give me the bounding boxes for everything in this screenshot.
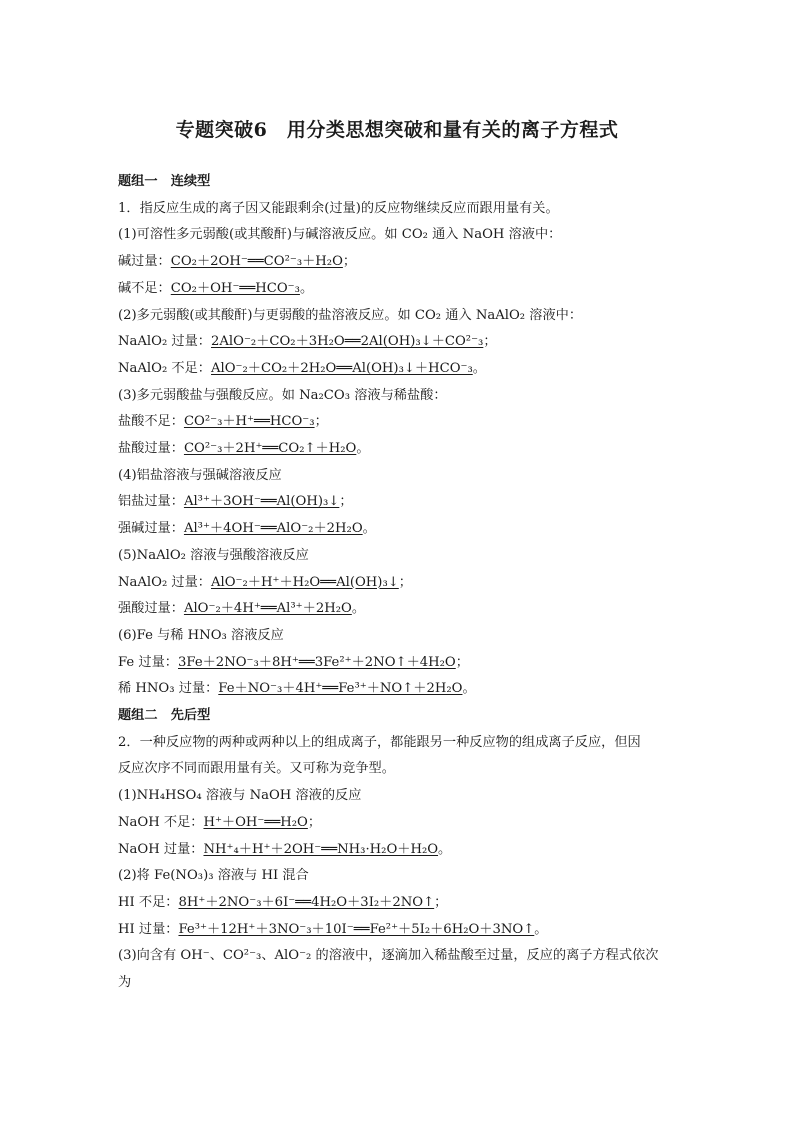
line-punctuation: ；	[398, 574, 412, 590]
line-label: HI 过量：	[118, 921, 179, 937]
ionic-equation: 3Fe＋2NO⁻₃＋8H⁺══3Fe²⁺＋2NO↑＋4H₂O	[178, 654, 456, 670]
text-line	[118, 387, 678, 405]
text-line	[118, 200, 678, 218]
text-line	[118, 787, 678, 805]
line-punctuation: ；	[483, 334, 497, 350]
line-label: (1)NH₄HSO₄ 溶液与 NaOH 溶液的反应	[118, 788, 362, 804]
text-line	[118, 574, 678, 592]
line-punctuation: 。	[438, 841, 452, 857]
line-label: (1)可溶性多元弱酸(或其酸酐)与碱溶液反应。如 CO₂ 通入 NaOH 溶液中：	[118, 227, 562, 243]
text-line	[118, 627, 678, 645]
line-punctuation: 。	[472, 360, 486, 376]
ionic-equation: Al³⁺＋4OH⁻══AlO⁻₂＋2H₂O	[183, 521, 363, 537]
line-label: NaOH 过量：	[118, 841, 204, 857]
text-line	[118, 173, 678, 191]
line-punctuation: 。	[356, 441, 370, 456]
text-line	[118, 867, 678, 885]
line-label: (5)NaAlO₂ 溶液与强酸溶液反应	[118, 547, 309, 563]
text-line	[118, 707, 678, 725]
ionic-equation: CO₂＋OH⁻══HCO⁻₃	[170, 280, 300, 296]
line-label: 强酸过量：	[118, 601, 184, 617]
ionic-equation: 8H⁺＋2NO⁻₃＋6I⁻══4H₂O＋3I₂＋2NO↑	[178, 894, 435, 910]
line-label: 强碱过量：	[118, 521, 184, 537]
ionic-equation: AlO⁻₂＋H⁺＋H₂O══Al(OH)₃↓	[211, 574, 399, 590]
line-label: 碱过量：	[118, 254, 171, 270]
line-punctuation: ；	[455, 654, 469, 670]
line-punctuation: 。	[462, 681, 476, 697]
ionic-equation: CO₂＋2OH⁻══CO²⁻₃＋H₂O	[170, 254, 343, 270]
line-punctuation: ；	[307, 814, 322, 830]
text-line	[118, 467, 678, 485]
ionic-equation: H⁺＋OH⁻══H₂O	[203, 814, 308, 830]
text-line	[118, 760, 678, 778]
line-label: NaAlO₂ 不足：	[118, 360, 211, 376]
line-punctuation: ；	[434, 894, 448, 910]
line-label: HI 不足：	[118, 894, 179, 910]
line-label: 2．一种反应物的两种或两种以上的组成离子，都能跟另一种反应物的组成离子反应，但因	[118, 734, 641, 750]
line-label: NaAlO₂ 过量：	[118, 574, 211, 590]
line-punctuation: 。	[351, 601, 366, 617]
text-line	[118, 440, 678, 458]
line-label: Fe 过量：	[118, 654, 178, 670]
line-punctuation: 。	[534, 921, 548, 937]
line-label: (2)多元弱酸(或其酸酐)与更弱酸的盐溶液反应。如 CO₂ 通入 NaAlO₂ 溶液中：	[118, 307, 583, 323]
text-line	[118, 734, 678, 752]
ionic-equation: 2AlO⁻₂＋CO₂＋3H₂O══2Al(OH)₃↓＋CO²⁻₃	[211, 334, 484, 350]
line-label: 盐酸过量：	[118, 441, 184, 456]
line-label: (3)多元弱酸盐与强酸反应。如 Na₂CO₃ 溶液与稀盐酸：	[118, 387, 447, 403]
line-label: 反应次序不同而跟用量有关。又可称为竞争型。	[118, 761, 395, 777]
text-line	[118, 307, 678, 325]
ionic-equation: AlO⁻₂＋CO₂＋2H₂O══Al(OH)₃↓＋HCO⁻₃	[211, 360, 473, 376]
line-label: (2)将 Fe(NO₃)₃ 溶液与 HI 混合	[118, 868, 309, 884]
line-label: 稀 HNO₃ 过量：	[118, 681, 219, 697]
line-punctuation: ；	[314, 414, 328, 430]
line-label: (3)向含有 OH⁻、CO²⁻₃、AlO⁻₂ 的溶液中，逐滴加入稀盐酸至过量，反应的离子方程式依次	[118, 948, 659, 964]
text-line	[118, 413, 678, 431]
line-label: 碱不足：	[118, 280, 171, 296]
page-title: 专题突破6 用分类思想突破和量有关的离子方程式	[175, 119, 619, 141]
text-line	[118, 280, 678, 298]
text-line	[118, 680, 678, 698]
line-label: 题组一 连续型	[118, 174, 211, 189]
text-line	[118, 360, 678, 378]
text-line	[118, 947, 678, 965]
ionic-equation: NH⁺₄＋H⁺＋2OH⁻══NH₃·H₂O＋H₂O	[203, 841, 439, 857]
ionic-equation: CO²⁻₃＋2H⁺══CO₂↑＋H₂O	[183, 441, 357, 456]
text-line	[118, 333, 678, 351]
line-label: NaOH 不足：	[118, 814, 204, 830]
line-label: (6)Fe 与稀 HNO₃ 溶液反应	[118, 627, 284, 643]
line-punctuation: 。	[299, 280, 314, 296]
text-line	[118, 654, 678, 672]
text-line	[118, 226, 678, 244]
text-line	[118, 974, 678, 992]
line-label: 1．指反应生成的离子因又能跟剩余(过量)的反应物继续反应而跟用量有关。	[118, 200, 559, 216]
text-line	[118, 520, 678, 538]
ionic-equation: CO²⁻₃＋H⁺══HCO⁻₃	[183, 414, 315, 430]
line-label: 为	[118, 975, 132, 990]
line-punctuation: 。	[362, 521, 376, 537]
line-label: 盐酸不足：	[118, 414, 184, 430]
text-line	[118, 814, 678, 832]
line-punctuation: ；	[342, 254, 357, 270]
text-line	[118, 841, 678, 859]
ionic-equation: Fe＋NO⁻₃＋4H⁺══Fe³⁺＋NO↑＋2H₂O	[218, 681, 463, 697]
line-label: NaAlO₂ 过量：	[118, 334, 211, 350]
line-punctuation: ；	[339, 494, 353, 510]
text-line	[118, 547, 678, 565]
line-label: 铝盐过量：	[118, 494, 184, 510]
text-line	[118, 493, 678, 511]
text-line	[118, 921, 678, 939]
line-label: (4)铝盐溶液与强碱溶液反应	[118, 467, 282, 483]
ionic-equation: Fe³⁺＋12H⁺＋3NO⁻₃＋10I⁻══Fe²⁺＋5I₂＋6H₂O＋3NO↑	[178, 921, 535, 937]
text-line	[118, 253, 678, 271]
text-line	[118, 600, 678, 618]
text-line	[118, 894, 678, 912]
ionic-equation: AlO⁻₂＋4H⁺══Al³⁺＋2H₂O	[183, 601, 352, 617]
line-label: 题组二 先后型	[118, 708, 211, 723]
ionic-equation: Al³⁺＋3OH⁻══Al(OH)₃↓	[183, 494, 340, 510]
